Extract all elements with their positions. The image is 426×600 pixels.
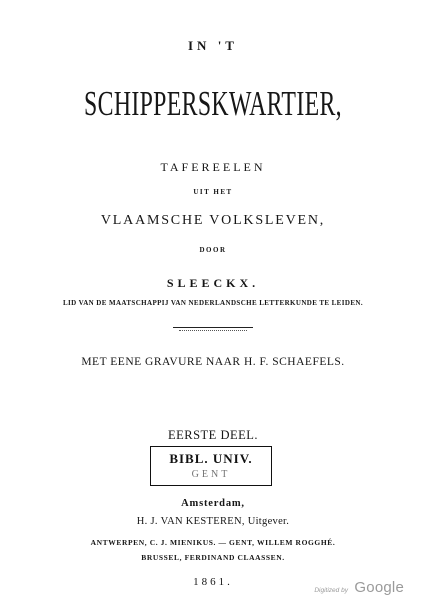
author-name: SLEECKX.	[166, 276, 260, 290]
imprint-distributors: ANTWERPEN, C. J. MIENIKUS. — GENT, WILLEM ROGGHÉ.	[90, 538, 336, 547]
watermark-prefix: Digitized by	[314, 587, 348, 594]
book-title: SCHIPPERSKWARTIER,	[84, 84, 342, 123]
google-watermark	[314, 579, 404, 597]
imprint-city: Amsterdam,	[181, 498, 245, 509]
imprint-publisher: H. J. VAN KESTEREN, Uitgever.	[136, 516, 290, 527]
subtitle-tafereelen: TAFEREELEN	[160, 160, 266, 174]
subtitle-uit-het: UIT HET	[193, 188, 233, 196]
author-affiliation: LID VAN DE MAATSCHAPPIJ VAN NEDERLANDSCHE LETTERKUNDE TE LEIDEN.	[62, 299, 364, 307]
ornamental-divider	[173, 327, 253, 328]
gravure-note: MET EENE GRAVURE NAAR H. F. SCHAEFELS.	[81, 356, 345, 368]
imprint-year: 1861.	[193, 576, 233, 588]
subtitle-volksleven: VLAAMSCHE VOLKSLEVEN,	[100, 213, 326, 228]
stamp-line-2: GENT	[191, 469, 231, 480]
imprint-distributor-brussel: BRUSSEL, FERDINAND CLAASSEN.	[141, 553, 285, 562]
pre-title: IN 'T	[188, 38, 238, 53]
library-stamp	[150, 446, 272, 486]
watermark-brand: Google	[354, 579, 404, 596]
subtitle-door: DOOR	[199, 246, 227, 254]
stamp-line-1: BIBL. UNIV.	[169, 451, 253, 466]
volume-label: EERSTE DEEL.	[167, 428, 258, 442]
